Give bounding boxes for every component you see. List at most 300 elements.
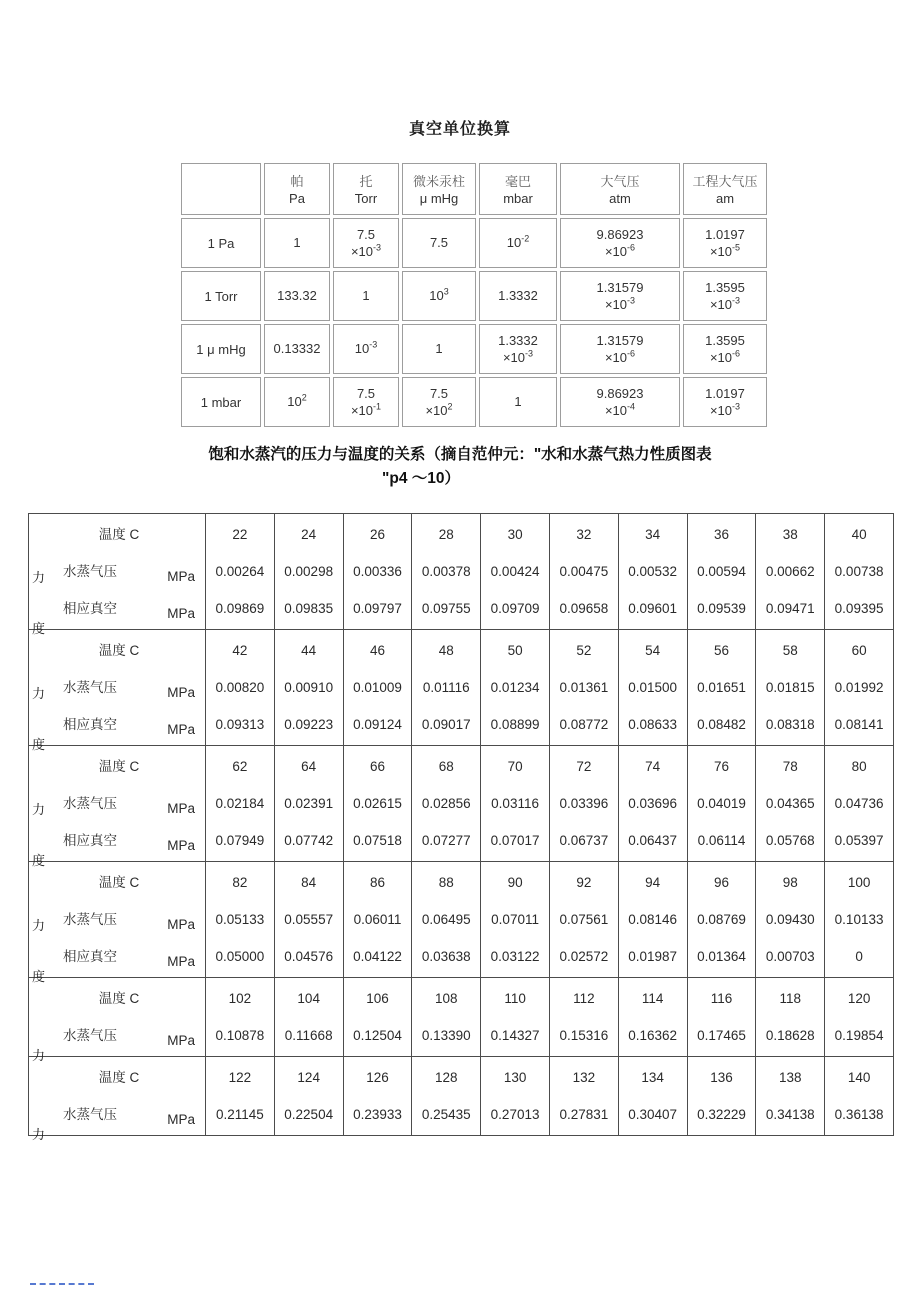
pressure-value: 0.01009 <box>353 680 402 695</box>
conversion-header-cell <box>181 163 261 215</box>
temp-value: 40 <box>851 527 867 542</box>
temp-value: 54 <box>645 643 661 658</box>
conversion-value-cell <box>683 377 767 427</box>
vapor-data-cell <box>274 746 343 862</box>
vapor-data-cell <box>549 746 618 862</box>
vapor-label-block <box>29 748 205 868</box>
blue-dashed-artifact <box>30 1283 94 1285</box>
conversion-value: 0.13332 <box>273 341 321 356</box>
temp-row-label: 温度 C <box>98 1070 140 1085</box>
vapor-data-cell <box>412 514 481 630</box>
conversion-value: $10^{-2}$ <box>506 233 530 250</box>
vapor-data-cell <box>825 1057 894 1136</box>
temp-value: 30 <box>507 527 523 542</box>
vacuum-value: 0.08633 <box>628 717 678 732</box>
conversion-value-cell <box>402 377 476 427</box>
vacuum-value: 0.01364 <box>697 949 746 964</box>
vapor-data-cell <box>343 1057 412 1136</box>
pressure-value: 0.02391 <box>284 796 334 811</box>
pressure-value: 0.02184 <box>215 796 265 811</box>
vacuum-row-label: 相应真空 MPa <box>29 590 205 627</box>
pressure-value: 0.02615 <box>353 796 402 811</box>
vacuum-value: 0 <box>855 949 863 964</box>
caption-line-1: 饱和水蒸汽的压力与温度的关系（摘自范仲元："水和水蒸气热力性质图表 <box>208 446 712 463</box>
pressure-value: 0.18628 <box>765 1028 815 1043</box>
pressure-value: 0.13390 <box>421 1028 471 1043</box>
vacuum-value: 0.09124 <box>353 717 402 732</box>
vapor-data-cell <box>412 862 481 978</box>
vapor-data-cell <box>618 1057 687 1136</box>
vacuum-value: 0.08899 <box>490 717 540 732</box>
temp-value: 114 <box>641 991 664 1006</box>
vapor-data-cell <box>825 514 894 630</box>
pressure-value: 0.19854 <box>834 1028 884 1043</box>
temp-value: 50 <box>507 643 523 658</box>
pressure-value: 0.21145 <box>215 1107 264 1122</box>
pressure-value: 0.01815 <box>765 680 815 695</box>
pressure-value: 0.01116 <box>422 680 470 695</box>
conversion-value-cell <box>333 377 399 427</box>
vacuum-value: 0.09869 <box>215 601 265 616</box>
conversion-value-cell <box>264 377 330 427</box>
vacuum-row-label: 相应真空 MPa <box>29 822 205 859</box>
conversion-value: 1.3332 $\times 10^{-3}$ <box>498 333 538 365</box>
temp-value: 64 <box>301 759 317 774</box>
conversion-row-label: 1 Torr <box>181 271 261 321</box>
vacuum-value: 0.07277 <box>421 833 471 848</box>
vapor-label-cell <box>29 746 206 868</box>
temp-value: 88 <box>438 875 454 890</box>
unit-name-cn: 帕 <box>290 173 304 189</box>
vacuum-value: 0.04576 <box>284 949 334 964</box>
conversion-value-cell <box>333 218 399 268</box>
pressure-value: 0.00264 <box>215 564 265 579</box>
pressure-value: 0.08769 <box>697 912 746 927</box>
vapor-data-cell <box>206 862 275 978</box>
vapor-data-cell <box>343 630 412 746</box>
temp-value: 68 <box>438 759 454 774</box>
pressure-row-label: 水蒸气压 MPa <box>29 1017 205 1054</box>
temp-value: 76 <box>713 759 729 774</box>
conversion-header-cell <box>402 163 476 215</box>
vacuum-value: 0.04122 <box>353 949 402 964</box>
pressure-value: 0.16362 <box>628 1028 678 1043</box>
temp-value: 28 <box>438 527 454 542</box>
unit-label: MPa <box>167 801 195 816</box>
temp-value: 140 <box>847 1070 871 1085</box>
temp-value: 46 <box>369 643 385 658</box>
temp-row-label: 温度 C <box>98 759 140 774</box>
conversion-value: 9.86923 $\times 10^{-6}$ <box>596 227 644 259</box>
vapor-data-cell <box>481 862 550 978</box>
pressure-value: 0.32229 <box>697 1107 746 1122</box>
vapor-data-cell <box>274 1057 343 1136</box>
unit-name-en: Pa <box>289 190 305 206</box>
vacuum-value: 0.09755 <box>421 601 471 616</box>
vapor-data-cell <box>549 630 618 746</box>
temp-value: 58 <box>782 643 798 658</box>
vapor-label-block <box>29 980 205 1063</box>
temp-value: 60 <box>851 643 867 658</box>
vapor-data-cell <box>481 746 550 862</box>
conversion-row <box>181 324 767 374</box>
pressure-value: 0.06495 <box>421 912 471 927</box>
vacuum-value: 0.09223 <box>284 717 334 732</box>
conversion-value: 1.31579 $\times 10^{-3}$ <box>596 280 644 312</box>
vacuum-row-label: 相应真空 MPa <box>29 938 205 975</box>
pressure-row-label: 水蒸气压 MPa <box>29 669 205 706</box>
conversion-value-cell <box>333 271 399 321</box>
vapor-data-cell <box>756 514 825 630</box>
vacuum-value: 0.06737 <box>559 833 609 848</box>
vapor-data-cell <box>206 746 275 862</box>
vapor-pressure-table <box>28 513 894 1142</box>
conversion-value: 1.3595 $\times 10^{-6}$ <box>705 333 745 365</box>
vapor-data-cell <box>412 978 481 1057</box>
side-char: 力 <box>32 802 46 817</box>
temp-value: 108 <box>435 991 458 1006</box>
conversion-header-cell <box>560 163 680 215</box>
pressure-value: 0.22504 <box>284 1107 334 1122</box>
temp-value: 136 <box>710 1070 733 1085</box>
temp-value: 112 <box>573 991 595 1006</box>
vacuum-value: 0.03122 <box>490 949 540 964</box>
unit-label: MPa <box>167 685 195 700</box>
conversion-value-cell <box>683 324 767 374</box>
vapor-data-cell <box>549 978 618 1057</box>
pressure-value: 0.01361 <box>559 680 609 695</box>
pressure-value: 0.03696 <box>628 796 678 811</box>
temp-value: 106 <box>366 991 389 1006</box>
conversion-row-label: 1 Pa <box>181 218 261 268</box>
conversion-header-cell <box>479 163 557 215</box>
vapor-label-cell <box>29 1057 206 1142</box>
temp-value: 102 <box>228 991 252 1006</box>
conversion-value-cell <box>479 271 557 321</box>
temp-value: 34 <box>645 527 661 542</box>
temp-value: 74 <box>645 759 661 774</box>
vapor-data-cell <box>206 978 275 1057</box>
temp-value: 118 <box>779 991 802 1006</box>
pressure-value: 0.00662 <box>765 564 815 579</box>
conversion-value-cell <box>333 324 399 374</box>
pressure-value: 0.04736 <box>834 796 884 811</box>
temp-value: 90 <box>507 875 523 890</box>
vacuum-value: 0.07742 <box>284 833 334 848</box>
temp-row-label: 温度 C <box>98 991 140 1006</box>
vapor-data-cell <box>756 862 825 978</box>
conversion-value: 9.86923 $\times 10^{-4}$ <box>596 386 644 418</box>
conversion-header-cell <box>683 163 767 215</box>
pressure-value: 0.10878 <box>215 1028 265 1043</box>
vapor-data-cell <box>412 630 481 746</box>
pressure-value: 0.08146 <box>628 912 678 927</box>
pressure-value: 0.05133 <box>215 912 265 927</box>
vacuum-value: 0.08141 <box>834 717 884 732</box>
pressure-value: 0.01500 <box>628 680 678 695</box>
unit-label: MPa <box>167 1112 195 1127</box>
conversion-header-row <box>181 163 767 215</box>
temp-value: 100 <box>847 875 871 890</box>
temp-value: 36 <box>713 527 729 542</box>
unit-label: MPa <box>167 1033 195 1048</box>
unit-name-en: atm <box>609 190 631 206</box>
vapor-data-cell <box>825 978 894 1057</box>
vapor-data-cell <box>274 514 343 630</box>
temp-value: 98 <box>782 875 798 890</box>
pressure-value: 0.00378 <box>421 564 471 579</box>
conversion-value: 1.0197 $\times 10^{-3}$ <box>705 386 745 418</box>
temp-value: 92 <box>576 875 592 890</box>
vapor-data-cell <box>343 978 412 1057</box>
side-char: 力 <box>32 918 46 933</box>
temp-value: 138 <box>779 1070 802 1085</box>
vacuum-value: 0.06114 <box>697 833 746 848</box>
unit-name-cn: 微米汞柱 <box>412 173 465 189</box>
vacuum-value: 0.08482 <box>697 717 746 732</box>
unit-name-cn: 工程大气压 <box>692 173 758 189</box>
vacuum-value: 0.00703 <box>765 949 815 964</box>
pressure-value: 0.03116 <box>491 796 539 811</box>
vacuum-value: 0.02572 <box>559 949 609 964</box>
pressure-value: 0.02856 <box>421 796 471 811</box>
pressure-row-label: 水蒸气压 MPa <box>29 901 205 938</box>
temp-value: 86 <box>369 875 385 890</box>
unit-name-cn: 托 <box>359 173 373 189</box>
vapor-data-cell <box>412 1057 481 1136</box>
conversion-row <box>181 218 767 268</box>
pressure-value: 0.00910 <box>284 680 334 695</box>
conversion-value: 1.3595 $\times 10^{-3}$ <box>705 280 745 312</box>
vapor-data-cell <box>274 862 343 978</box>
vacuum-value: 0.03638 <box>421 949 471 964</box>
vapor-data-cell <box>274 630 343 746</box>
temp-value: 132 <box>572 1070 596 1085</box>
vapor-data-cell <box>618 514 687 630</box>
vapor-data-cell <box>825 862 894 978</box>
pressure-value: 0.34138 <box>765 1107 815 1122</box>
temp-value: 134 <box>641 1070 664 1085</box>
vapor-data-cell <box>687 514 756 630</box>
pressure-value: 0.06011 <box>353 912 402 927</box>
vapor-data-cell <box>687 746 756 862</box>
vacuum-value: 0.09471 <box>765 601 815 616</box>
conversion-value-cell <box>264 271 330 321</box>
temp-value: 126 <box>366 1070 389 1085</box>
vapor-data-cell <box>618 862 687 978</box>
caption-line-2: "p4 〜10） <box>382 470 460 487</box>
vapor-section-row <box>29 862 894 978</box>
vacuum-value: 0.08318 <box>765 717 815 732</box>
side-char: 力 <box>32 686 46 701</box>
vacuum-value: 0.07518 <box>353 833 402 848</box>
unit-label: MPa <box>167 722 195 737</box>
vacuum-value: 0.05768 <box>765 833 815 848</box>
vacuum-conversion-table <box>178 160 770 430</box>
conversion-value-cell <box>264 218 330 268</box>
side-char: 力 <box>32 1048 46 1063</box>
unit-label: MPa <box>167 954 195 969</box>
vapor-data-cell <box>549 862 618 978</box>
vapor-section-row <box>29 978 894 1057</box>
vapor-label-block <box>29 864 205 984</box>
vapor-data-cell <box>206 630 275 746</box>
temp-value: 26 <box>369 527 385 542</box>
vapor-data-cell <box>825 746 894 862</box>
conversion-value: 1 <box>435 341 443 356</box>
vapor-data-cell <box>343 514 412 630</box>
conversion-row-label: 1 mbar <box>181 377 261 427</box>
side-char: 度 <box>32 621 46 636</box>
vapor-data-cell <box>549 514 618 630</box>
pressure-value: 0.36138 <box>834 1107 884 1122</box>
temp-row-label: 温度 C <box>98 643 140 658</box>
side-char: 度 <box>32 737 46 752</box>
vacuum-value: 0.05000 <box>215 949 265 964</box>
vapor-section-row <box>29 746 894 862</box>
temp-value: 84 <box>301 875 317 890</box>
pressure-value: 0.15316 <box>559 1028 609 1043</box>
conversion-value: 1 <box>293 235 301 250</box>
vacuum-value: 0.06437 <box>628 833 678 848</box>
pressure-value: 0.25435 <box>421 1107 471 1122</box>
vapor-data-cell <box>618 630 687 746</box>
temp-value: 116 <box>710 991 733 1006</box>
vapor-data-cell <box>549 1057 618 1136</box>
pressure-value: 0.00336 <box>353 564 402 579</box>
pressure-value: 0.05557 <box>284 912 334 927</box>
vapor-label-cell <box>29 862 206 984</box>
vapor-data-cell <box>825 630 894 746</box>
conversion-value-cell <box>402 324 476 374</box>
pressure-value: 0.30407 <box>628 1107 678 1122</box>
pressure-value: 0.00820 <box>215 680 265 695</box>
conversion-value-cell <box>560 271 680 321</box>
conversion-value: 7.5 $\times 10^{-3}$ <box>350 227 382 259</box>
vapor-label-cell <box>29 514 206 636</box>
vapor-data-cell <box>343 862 412 978</box>
vapor-data-cell <box>756 746 825 862</box>
temp-value: 82 <box>232 875 248 890</box>
conversion-value-cell <box>479 218 557 268</box>
vapor-data-cell <box>687 1057 756 1136</box>
temp-value: 22 <box>232 527 248 542</box>
conversion-value-cell <box>402 218 476 268</box>
vapor-data-cell <box>756 630 825 746</box>
temp-value: 38 <box>782 527 798 542</box>
temp-value: 32 <box>576 527 592 542</box>
conversion-value: $10^{-3}$ <box>354 339 378 356</box>
conversion-row <box>181 271 767 321</box>
temp-value: 96 <box>713 875 729 890</box>
pressure-value: 0.00475 <box>559 564 609 579</box>
pressure-value: 0.01651 <box>697 680 746 695</box>
conversion-value: $10^2$ <box>287 392 307 409</box>
unit-label: MPa <box>167 917 195 932</box>
conversion-value-cell <box>264 324 330 374</box>
temp-value: 44 <box>301 643 317 658</box>
vacuum-value: 0.09797 <box>353 601 402 616</box>
temp-value: 128 <box>435 1070 458 1085</box>
page-title: 真空单位换算 <box>408 121 511 138</box>
pressure-value: 0.27831 <box>559 1107 609 1122</box>
temp-value: 42 <box>232 643 248 658</box>
pressure-value: 0.03396 <box>559 796 609 811</box>
unit-label: MPa <box>167 569 195 584</box>
vapor-section-row <box>29 1057 894 1136</box>
pressure-value: 0.00532 <box>628 564 678 579</box>
temp-value: 120 <box>847 991 871 1006</box>
vapor-data-cell <box>756 1057 825 1136</box>
pressure-value: 0.11668 <box>284 1028 333 1043</box>
conversion-value-cell <box>683 271 767 321</box>
vapor-data-cell <box>687 862 756 978</box>
pressure-value: 0.27013 <box>490 1107 540 1122</box>
pressure-row-label: 水蒸气压 MPa <box>29 553 205 590</box>
vacuum-value: 0.09835 <box>284 601 334 616</box>
pressure-value: 0.17465 <box>697 1028 746 1043</box>
conversion-value: 1.31579 $\times 10^{-6}$ <box>596 333 644 365</box>
temp-value: 80 <box>851 759 867 774</box>
vacuum-value: 0.07949 <box>215 833 265 848</box>
temp-value: 48 <box>438 643 454 658</box>
vapor-section-row <box>29 630 894 746</box>
temp-value: 78 <box>782 759 798 774</box>
vacuum-value: 0.09017 <box>421 717 471 732</box>
vacuum-value: 0.01987 <box>628 949 678 964</box>
temp-row-label: 温度 C <box>98 527 140 542</box>
temp-value: 124 <box>297 1070 320 1085</box>
pressure-value: 0.04365 <box>765 796 815 811</box>
vapor-label-cell <box>29 978 206 1063</box>
conversion-value: 1 <box>514 394 522 409</box>
conversion-value-cell <box>560 377 680 427</box>
unit-name-cn: 毫巴 <box>504 173 531 189</box>
temp-value: 72 <box>576 759 592 774</box>
vapor-label-block <box>29 1059 205 1142</box>
unit-name-cn: 大气压 <box>600 173 640 189</box>
pressure-value: 0.00594 <box>697 564 746 579</box>
vapor-label-block <box>29 632 205 752</box>
vacuum-value: 0.05397 <box>834 833 884 848</box>
pressure-value: 0.01992 <box>834 680 884 695</box>
pressure-row-label: 水蒸气压 MPa <box>29 785 205 822</box>
table-caption <box>0 443 920 491</box>
conversion-value: 1.3332 <box>498 288 538 303</box>
vapor-data-cell <box>206 514 275 630</box>
pressure-value: 0.01234 <box>490 680 540 695</box>
temp-value: 94 <box>645 875 661 890</box>
temp-value: 62 <box>232 759 248 774</box>
pressure-value: 0.10133 <box>834 912 884 927</box>
side-char: 度 <box>32 853 46 868</box>
temp-value: 56 <box>713 643 729 658</box>
vacuum-value: 0.09658 <box>559 601 609 616</box>
vapor-data-cell <box>481 630 550 746</box>
vapor-data-cell <box>756 978 825 1057</box>
conversion-value: 133.32 <box>277 288 317 303</box>
side-char: 力 <box>32 1127 46 1142</box>
vapor-label-cell <box>29 630 206 752</box>
pressure-value: 0.12504 <box>353 1028 402 1043</box>
vapor-data-cell <box>343 746 412 862</box>
conversion-value: 7.5 <box>429 235 449 250</box>
vapor-data-cell <box>274 978 343 1057</box>
vapor-label-block <box>29 516 205 636</box>
conversion-header-cell <box>333 163 399 215</box>
temp-value: 110 <box>504 991 526 1006</box>
temp-value: 24 <box>301 527 317 542</box>
